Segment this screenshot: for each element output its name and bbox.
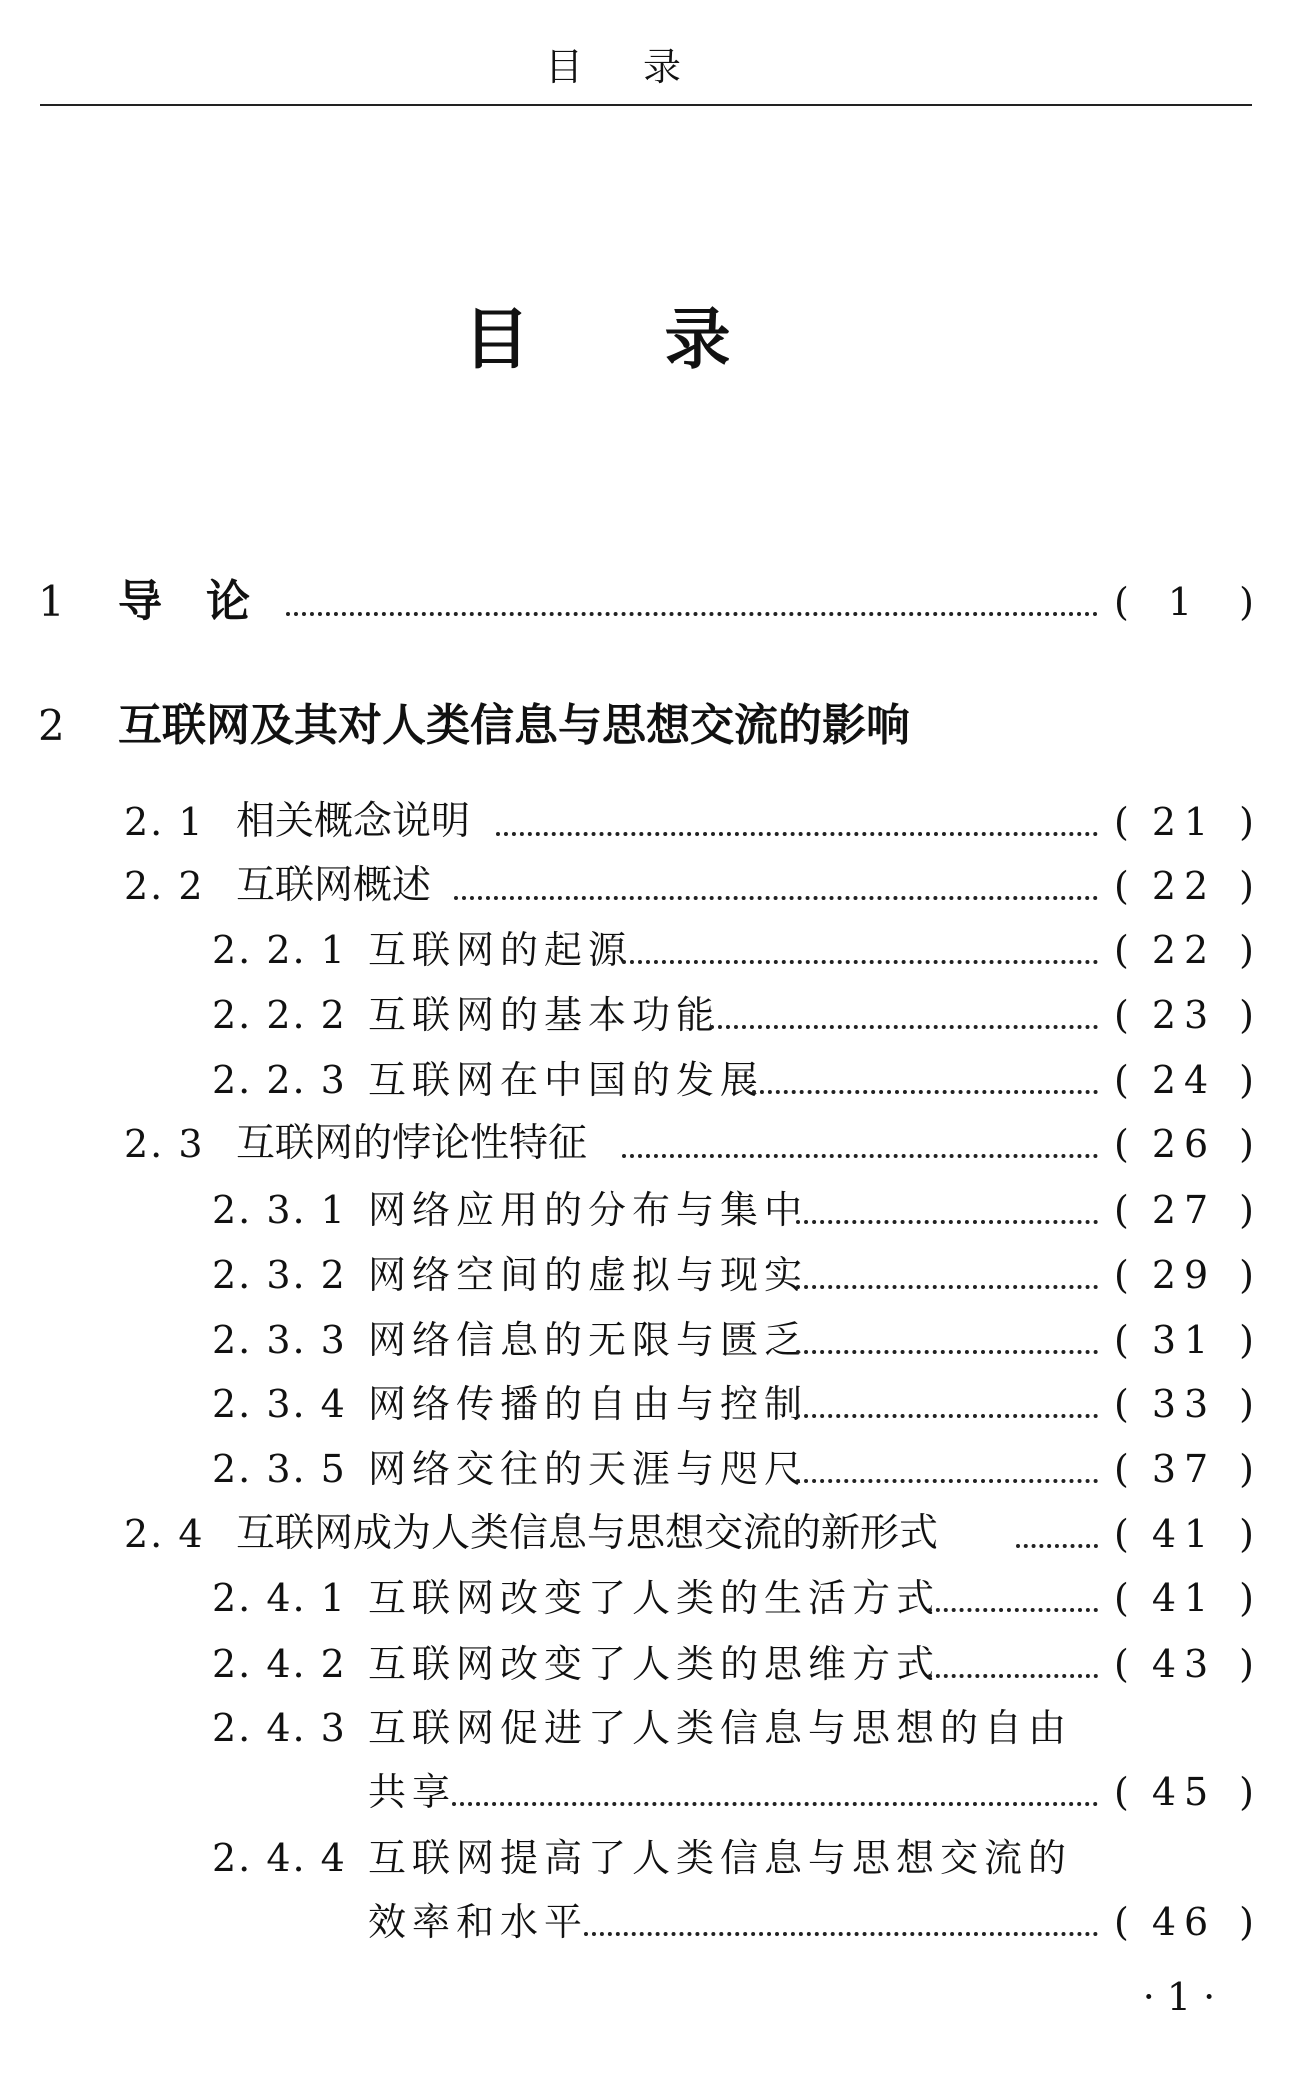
- section-title: 互联网概述: [236, 863, 432, 908]
- section-number: 2. 3. 3: [212, 1318, 347, 1362]
- page-reference: ( 46 ): [1114, 1892, 1254, 1952]
- section-number: 2. 3: [124, 1122, 205, 1166]
- page-number: 45: [1151, 1770, 1217, 1814]
- section-number: 2. 4. 3: [212, 1706, 347, 1750]
- dot-leader: [286, 612, 1098, 616]
- page-reference: ( 27 ): [1114, 1180, 1254, 1240]
- toc-entry-2-2-3[interactable]: [0, 1050, 1260, 1110]
- page-number: 29: [1151, 1253, 1217, 1297]
- chapter-number: 2: [38, 701, 65, 750]
- toc-entry-2-4-1[interactable]: [0, 1568, 1260, 1628]
- dot-leader: [622, 960, 1098, 964]
- dot-leader: [796, 1479, 1098, 1483]
- section-title: 互联网的起源: [368, 928, 633, 972]
- dot-leader: [452, 1802, 1098, 1806]
- page-reference: ( 22 ): [1114, 920, 1254, 980]
- section-number: 2. 4: [124, 1512, 205, 1556]
- dot-leader: [496, 832, 1098, 836]
- section-title: 网络信息的无限与匮乏: [368, 1318, 809, 1362]
- section-title: 互联网改变了人类的思维方式: [368, 1642, 941, 1686]
- page-reference: ( 24 ): [1114, 1050, 1254, 1110]
- toc-entry-2-3-5[interactable]: [0, 1439, 1260, 1499]
- page-reference: ( 41 ): [1114, 1568, 1254, 1628]
- page-number: 33: [1151, 1382, 1217, 1426]
- toc-entry-2-4[interactable]: [0, 1504, 1260, 1564]
- toc-entry-2-4-3[interactable]: [0, 1698, 1260, 1758]
- section-number: 2. 2. 1: [212, 928, 347, 972]
- section-title: 互联网的基本功能: [368, 993, 721, 1037]
- section-number: 2. 4. 4: [212, 1836, 347, 1880]
- page-reference: ( 43 ): [1114, 1634, 1254, 1694]
- page-reference: ( 22 ): [1114, 856, 1254, 916]
- page-number: 41: [1151, 1576, 1217, 1620]
- dot-leader: [752, 1090, 1098, 1094]
- toc-entry-2-4-4-continued[interactable]: [0, 1892, 1260, 1952]
- section-title: 互联网提高了人类信息与思想交流的: [368, 1836, 1073, 1880]
- page-number: 27: [1151, 1188, 1217, 1232]
- toc-entry-2-3[interactable]: [0, 1114, 1260, 1174]
- section-number: 2. 3. 4: [212, 1382, 347, 1426]
- page-reference: ( 29 ): [1114, 1245, 1254, 1305]
- section-title: 互联网在中国的发展: [368, 1058, 765, 1102]
- chapter-number: 1: [38, 577, 65, 626]
- dot-leader: [796, 1414, 1098, 1418]
- page-number: 41: [1151, 1512, 1217, 1556]
- section-title: 互联网改变了人类的生活方式: [368, 1576, 941, 1620]
- page-number: 43: [1151, 1642, 1217, 1686]
- toc-chapter-1[interactable]: [0, 572, 1260, 632]
- toc-entry-2-4-2[interactable]: [0, 1634, 1260, 1694]
- chapter-title: 导 论: [118, 576, 250, 627]
- section-number: 2. 3. 5: [212, 1447, 347, 1491]
- section-title: 网络应用的分布与集中: [368, 1188, 809, 1232]
- toc-entry-2-2[interactable]: [0, 856, 1260, 916]
- toc-entry-2-3-2[interactable]: [0, 1245, 1260, 1305]
- page-number: 21: [1151, 800, 1217, 844]
- dot-leader: [928, 1674, 1098, 1678]
- toc-entry-2-3-1[interactable]: [0, 1180, 1260, 1240]
- dot-leader: [1016, 1544, 1098, 1548]
- section-number: 2. 4. 2: [212, 1642, 347, 1686]
- page-reference: ( 45 ): [1114, 1762, 1254, 1822]
- page-folio: · 1 ·: [1142, 1975, 1216, 2019]
- section-title: 网络空间的虚拟与现实: [368, 1253, 809, 1297]
- section-number: 2. 1: [124, 800, 205, 844]
- dot-leader: [928, 1608, 1098, 1612]
- page-reference: ( 31 ): [1114, 1310, 1254, 1370]
- header-rule: [40, 104, 1252, 106]
- page-title: 目 录: [463, 301, 787, 378]
- page-reference: ( 41 ): [1114, 1504, 1254, 1564]
- toc-entry-2-3-3[interactable]: [0, 1310, 1260, 1370]
- section-title: 互联网成为人类信息与思想交流的新形式: [236, 1511, 939, 1556]
- page-reference: ( 33 ): [1114, 1374, 1254, 1434]
- toc-entry-2-4-4[interactable]: [0, 1828, 1260, 1888]
- section-title: 网络传播的自由与控制: [368, 1382, 809, 1426]
- page-number: 46: [1151, 1900, 1217, 1944]
- dot-leader: [796, 1285, 1098, 1289]
- section-number: 2. 3. 2: [212, 1253, 347, 1297]
- section-title-continued: 共享: [368, 1770, 457, 1814]
- section-number: 2. 2. 2: [212, 993, 347, 1037]
- section-number: 2. 2: [124, 864, 205, 908]
- page-number: 23: [1151, 993, 1217, 1037]
- page-number: 22: [1151, 864, 1217, 908]
- toc-entry-2-2-1[interactable]: [0, 920, 1260, 980]
- toc-chapter-2[interactable]: [0, 696, 1260, 756]
- page-reference: ( 23 ): [1114, 985, 1254, 1045]
- page-reference: ( 21 ): [1114, 792, 1254, 852]
- running-head: 目 录: [544, 45, 706, 89]
- section-title: 相关概念说明: [236, 799, 471, 844]
- section-number: 2. 2. 3: [212, 1058, 347, 1102]
- page-reference: ( 26 ): [1114, 1114, 1254, 1174]
- page-number: 1: [1167, 580, 1201, 624]
- section-number: 2. 3. 1: [212, 1188, 347, 1232]
- page-reference: ( 37 ): [1114, 1439, 1254, 1499]
- section-title-continued: 效率和水平: [368, 1900, 589, 1944]
- dot-leader: [622, 1154, 1098, 1158]
- toc-entry-2-3-4[interactable]: [0, 1374, 1260, 1434]
- page-number: 37: [1151, 1447, 1217, 1491]
- dot-leader: [796, 1220, 1098, 1224]
- toc-entry-2-1[interactable]: [0, 792, 1260, 852]
- section-number: 2. 4. 1: [212, 1576, 347, 1620]
- dot-leader: [796, 1350, 1098, 1354]
- section-title: 互联网促进了人类信息与思想的自由: [368, 1706, 1073, 1750]
- dot-leader: [454, 896, 1098, 900]
- page-number: 31: [1151, 1318, 1217, 1362]
- page-number: 24: [1151, 1058, 1217, 1102]
- toc-entry-2-4-3-continued[interactable]: [0, 1762, 1260, 1822]
- page-number: 26: [1151, 1122, 1217, 1166]
- page-reference: ( 1 ): [1114, 572, 1254, 632]
- dot-leader: [710, 1025, 1098, 1029]
- toc-entry-2-2-2[interactable]: [0, 985, 1260, 1045]
- chapter-title: 互联网及其对人类信息与思想交流的影响: [118, 700, 910, 751]
- page-number: 22: [1151, 928, 1217, 972]
- section-title: 互联网的悖论性特征: [236, 1121, 588, 1166]
- section-title: 网络交往的天涯与咫尺: [368, 1447, 809, 1491]
- dot-leader: [584, 1932, 1098, 1936]
